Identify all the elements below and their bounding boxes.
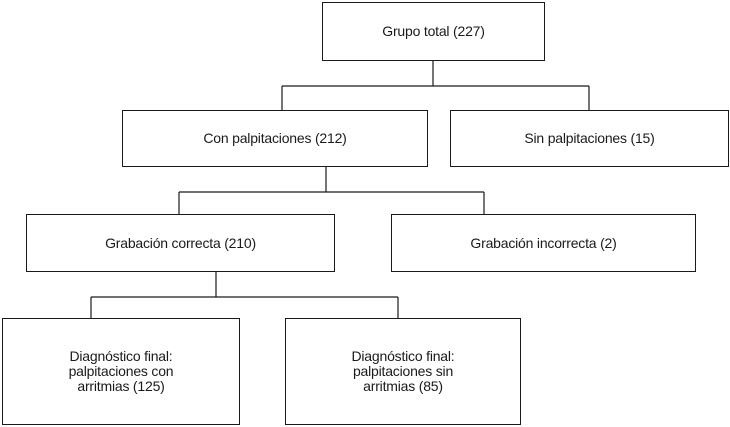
connector-total — [282, 61, 589, 110]
node-label: Con palpitaciones (212) — [203, 130, 347, 146]
node-label-line: palpitaciones sin — [352, 363, 454, 379]
connector-con-palpitaciones — [179, 167, 484, 214]
node-label: Sin palpitaciones (15) — [524, 130, 655, 146]
node-diagnostico-con-arritmias — [2, 318, 240, 425]
node-grabacion-incorrecta — [391, 214, 696, 272]
node-sin-palpitaciones — [450, 110, 729, 167]
node-label-line: palpitaciones con — [68, 363, 174, 379]
connector-grabacion-correcta — [91, 272, 398, 318]
node-label: Grabación incorrecta (2) — [470, 234, 617, 251]
node-diagnostico-sin-arritmias — [285, 318, 521, 425]
node-label-line: arritmias (125) — [77, 378, 165, 394]
node-grupo-total — [322, 2, 545, 61]
node-grabacion-correcta — [26, 214, 335, 272]
node-label: Grupo total (227) — [382, 23, 485, 39]
node-con-palpitaciones — [122, 110, 428, 167]
node-label-line: Diagnóstico final: — [69, 348, 173, 364]
node-label-line: arritmias (85) — [363, 378, 443, 394]
node-label-line: Diagnóstico final: — [351, 348, 455, 364]
node-label: Grabación correcta (210) — [105, 234, 256, 251]
